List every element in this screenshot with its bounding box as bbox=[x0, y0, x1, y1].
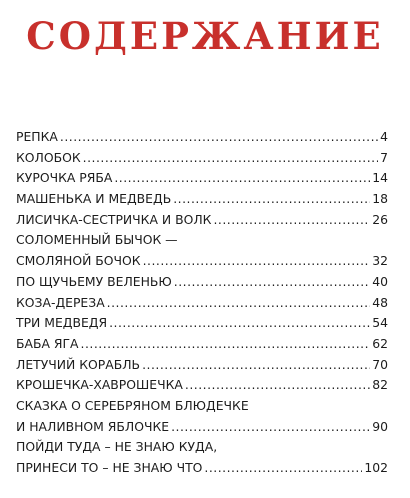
toc-entry-title: ТРИ МЕДВЕДЯ bbox=[16, 315, 108, 331]
toc-page-number: 54 bbox=[372, 315, 388, 331]
toc-entry-line bbox=[16, 375, 388, 396]
toc-entry-title: ПО ЩУЧЬЕМУ ВЕЛЕНЬЮ bbox=[16, 273, 172, 289]
table-of-contents bbox=[16, 127, 388, 479]
toc-entry-title: ПОЙДИ ТУДА – НЕ ЗНАЮ КУДА, bbox=[16, 439, 218, 455]
toc-entry[interactable] bbox=[16, 168, 388, 189]
page-title: СОДЕРЖАНИЕ bbox=[26, 14, 384, 58]
toc-entry-title: И НАЛИВНОМ ЯБЛОЧКЕ bbox=[16, 418, 170, 434]
toc-entry-line bbox=[16, 210, 388, 231]
leader-dots bbox=[174, 272, 370, 293]
toc-entry-line bbox=[16, 189, 388, 210]
toc-entry-line bbox=[16, 458, 388, 479]
toc-entry-line bbox=[16, 272, 388, 293]
toc-entry[interactable] bbox=[16, 148, 388, 169]
leader-dots bbox=[204, 458, 362, 479]
toc-entry-line bbox=[16, 293, 388, 314]
toc-page-number: 14 bbox=[372, 170, 388, 186]
toc-entry[interactable] bbox=[16, 437, 388, 478]
toc-entry-line bbox=[16, 313, 388, 334]
leader-dots bbox=[114, 168, 370, 189]
toc-entry[interactable] bbox=[16, 334, 388, 355]
toc-entry[interactable] bbox=[16, 313, 388, 334]
leader-dots bbox=[171, 417, 370, 438]
toc-entry-title: КРОШЕЧКА-ХАВРОШЕЧКА bbox=[16, 377, 183, 393]
toc-entry-line bbox=[16, 230, 388, 251]
toc-page-number: 32 bbox=[372, 253, 388, 269]
toc-entry[interactable] bbox=[16, 189, 388, 210]
toc-entry-title: СОЛОМЕННЫЙ БЫЧОК — bbox=[16, 232, 178, 248]
toc-page-number: 102 bbox=[364, 460, 388, 475]
toc-entry-line bbox=[16, 148, 388, 169]
toc-entry-title: ПРИНЕСИ ТО – НЕ ЗНАЮ ЧТО bbox=[16, 460, 203, 475]
leader-dots bbox=[143, 251, 371, 272]
toc-page-number: 40 bbox=[372, 273, 388, 289]
toc-entry[interactable] bbox=[16, 375, 388, 396]
toc-page-number: 26 bbox=[372, 211, 388, 227]
toc-entry[interactable] bbox=[16, 355, 388, 376]
leader-dots bbox=[109, 313, 370, 334]
toc-page-number: 90 bbox=[372, 418, 388, 434]
toc-entry[interactable] bbox=[16, 127, 388, 148]
toc-entry-title: МАШЕНЬКА И МЕДВЕДЬ bbox=[16, 191, 172, 207]
toc-entry-title: СМОЛЯНОЙ БОЧОК bbox=[16, 253, 141, 269]
toc-entry-title: РЕПКА bbox=[16, 129, 58, 144]
toc-entry[interactable] bbox=[16, 230, 388, 271]
toc-entry-line bbox=[16, 417, 388, 438]
toc-page-number: 70 bbox=[372, 356, 388, 372]
leader-dots bbox=[60, 127, 378, 148]
leader-dots bbox=[173, 189, 370, 210]
toc-page-number: 48 bbox=[372, 294, 388, 310]
toc-entry-title: СКАЗКА О СЕРЕБРЯНОМ БЛЮДЕЧКЕ bbox=[16, 397, 249, 413]
toc-entry[interactable] bbox=[16, 210, 388, 231]
toc-entry-line bbox=[16, 355, 388, 376]
toc-entry-title: БАБА ЯГА bbox=[16, 335, 79, 351]
leader-dots bbox=[185, 375, 370, 396]
toc-entry-line bbox=[16, 396, 388, 417]
toc-page-number: 18 bbox=[372, 191, 388, 207]
leader-dots bbox=[83, 148, 378, 169]
leader-dots bbox=[213, 210, 370, 231]
toc-entry-title: КОЛОБОК bbox=[16, 149, 81, 165]
toc-entry-title: ЛИСИЧКА-СЕСТРИЧКА И ВОЛК bbox=[16, 211, 212, 227]
toc-page-number: 62 bbox=[372, 335, 388, 351]
toc-entry-line bbox=[16, 437, 388, 458]
toc-entry[interactable] bbox=[16, 272, 388, 293]
toc-entry-title: КОЗА-ДЕРЕЗА bbox=[16, 294, 105, 310]
toc-entry-title: КУРОЧКА РЯБА bbox=[16, 170, 113, 186]
toc-entry-line bbox=[16, 168, 388, 189]
toc-entry-title: ЛЕТУЧИЙ КОРАБЛЬ bbox=[16, 356, 141, 372]
toc-entry-line bbox=[16, 334, 388, 355]
toc-page-number: 4 bbox=[380, 129, 388, 144]
toc-entry[interactable] bbox=[16, 396, 388, 437]
toc-entry-line bbox=[16, 251, 388, 272]
leader-dots bbox=[81, 334, 371, 355]
toc-entry[interactable] bbox=[16, 293, 388, 314]
leader-dots bbox=[142, 355, 370, 376]
toc-page-number: 7 bbox=[380, 149, 388, 165]
toc-entry-line bbox=[16, 127, 388, 148]
leader-dots bbox=[107, 293, 371, 314]
toc-page-number: 82 bbox=[372, 377, 388, 393]
